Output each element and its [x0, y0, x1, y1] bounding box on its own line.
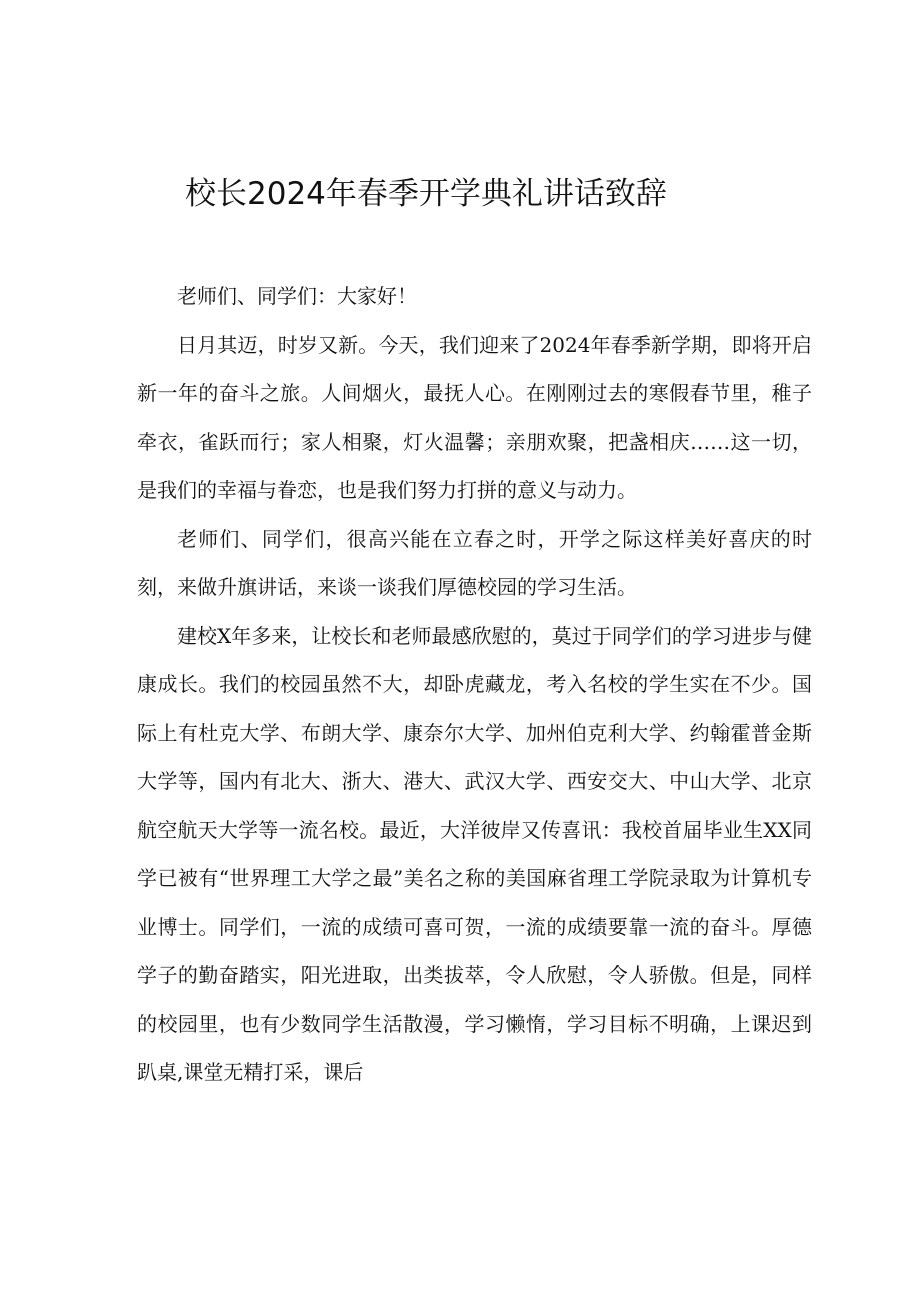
body-paragraph: 建校X年多来，让校长和老师最感欣慰的，莫过于同学们的学习进步与健康成长。我们的校园虽然不大，却卧虎藏龙，考入名校的学生实在不少。国际上有杜克大学、布朗大学、康奈尔大学、加州伯克利大学、约翰霍普金斯大学等，国内有北大、浙大、港大、武汉大学、西安交大、中山大学、北京航空航天大学等一流名校。最近，大洋彼岸又传喜讯：我校首届毕业生XX同学已被有“世界理工大学之最”美名之称的美国麻省理工学院录取为计算机专业博士。同学们，一流的成绩可喜可贺，一流的成绩要靠一流的奋斗。厚德学子的勤奋踏实，阳光进取，出类拔萃，令人欣慰，令人骄傲。但是，同样的校园里，也有少数同学生活散漫，学习懒惰，学习目标不明确，上课迟到趴桌,课堂无精打采，课后	[137, 623, 812, 1084]
document-title: 校长2024年春季开学典礼讲话致辞	[185, 176, 667, 212]
body-paragraph: 日月其迈，时岁又新。今天，我们迎来了2024年春季新学期，即将开启新一年的奋斗之旅。人间烟火，最抚人心。在刚刚过去的寒假春节里，稚子牵衣，雀跃而行；家人相聚，灯火温馨；亲朋欢聚，把盏相庆……这一切，是我们的幸福与眷恋，也是我们努力打拼的意义与动力。	[137, 332, 812, 502]
body-paragraph: 老师们、同学们，很高兴能在立春之时，开学之际这样美好喜庆的时刻，来做升旗讲话，来谈一谈我们厚德校园的学习生活。	[137, 526, 812, 599]
greeting: 老师们、同学们：大家好！	[177, 284, 417, 308]
document-body	[137, 272, 812, 1097]
